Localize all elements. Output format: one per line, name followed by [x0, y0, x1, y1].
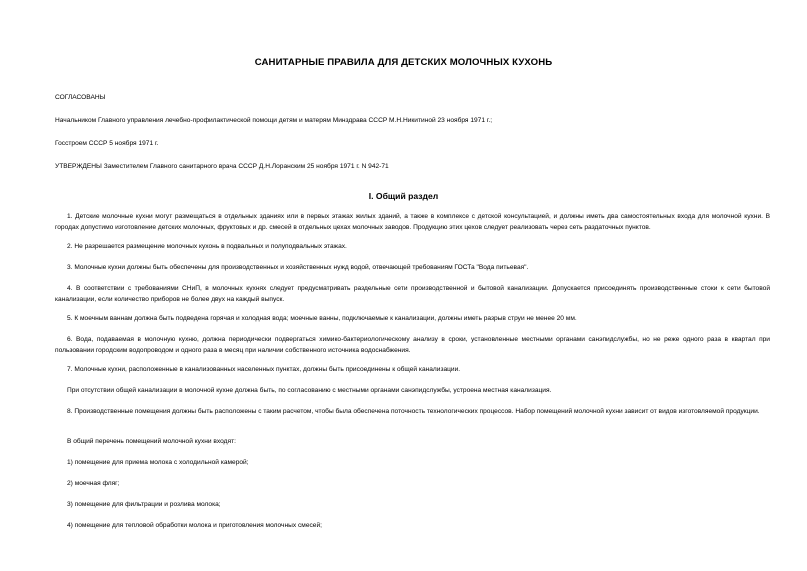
rooms-list-item-3: 3) помещение для фильтрации и розлива молока; — [67, 501, 221, 508]
approval-line-ministry: Начальником Главного управления лечебно-профилактической помощи детям и матерям Минздрава СССР М.Н.Никитиной 23 ноября 1971 г.; — [55, 117, 493, 124]
paragraph-4: 4. В соответствии с требованиями СНиП, в молочных кухнях следует предусматривать раздельные сети производственной и бытовой канализации. Допускается присоединять производственные стоки к сети бытовой канализации, если количество приборов не более двух на каждый выпуск. — [55, 285, 770, 303]
paragraph-3: 3. Молочные кухни должны быть обеспечены для производственных и хозяйственных нужд водой, отвечающей требованиям ГОСТа "Вода питьевая". — [67, 264, 529, 271]
paragraph-8: 8. Производственные помещения должны быть расположены с таким расчетом, чтобы была обеспечена поточность технологических процессов. Набор помещений молочной кухни зависит от видов изготовляемой продукции. — [67, 408, 760, 415]
paragraph-7-note: При отсутствии общей канализации в молочной кухне должна быть, по согласованию с местными органами санэпидслужбы, устроена местная канализация. — [67, 387, 552, 394]
rooms-list-item-2: 2) моечная фляг; — [67, 480, 120, 487]
paragraph-7: 7. Молочные кухни, расположенные в канализованных населенных пунктах, должны быть присоединены к общей канализации. — [67, 366, 461, 373]
approval-heading: СОГЛАСОВАНЫ — [55, 94, 106, 101]
rooms-list-item-1: 1) помещение для приема молока с холодильной камерой; — [67, 459, 249, 466]
paragraph-2: 2. Не разрешается размещение молочных кухонь в подвальных и полуподвальных этажах. — [67, 243, 347, 250]
approval-line-approved: УТВЕРЖДЕНЫ Заместителем Главного санитарного врача СССР Д.Н.Лоранским 25 ноября 1971 г. N 942-71 — [55, 163, 389, 170]
paragraph-5: 5. К моечным ваннам должна быть подведена горячая и холодная вода; моечные ванны, подключаемые к канализации, должны иметь разрыв струи не менее 20 мм. — [67, 315, 577, 322]
document-title: САНИТАРНЫЕ ПРАВИЛА ДЛЯ ДЕТСКИХ МОЛОЧНЫХ КУХОНЬ — [254, 57, 553, 68]
section-title: I. Общий раздел — [368, 191, 439, 201]
paragraph-1: 1. Детские молочные кухни могут размещаться в отдельных зданиях или в первых этажах жилых зданий, а также в комплексе с детской консультацией, и должны иметь два самостоятельных входа для молочной кухни. В городах допустимо изготовление детских молочных, фруктовых и др. смесей в отдельных цехах молочных заводов. Продукцию этих цехов следует реализовать через сеть раздаточных пунктов. — [55, 213, 770, 231]
approval-line-gosstroy: Госстроем СССР 5 ноября 1971 г. — [55, 140, 159, 147]
rooms-list-item-4: 4) помещение для тепловой обработки молока и приготовления молочных смесей; — [67, 522, 322, 529]
rooms-list-intro: В общий перечень помещений молочной кухни входят: — [67, 438, 236, 445]
paragraph-6: 6. Вода, подаваемая в молочную кухню, должна периодически подвергаться химико-бактериологическому анализу в сроки, установленные местными органами санэпидслужбы, но не реже одного раза в квартал при пользовании городским водопроводом и одного раза в месяц при наличии собственного источника водоснабжения. — [55, 336, 770, 354]
